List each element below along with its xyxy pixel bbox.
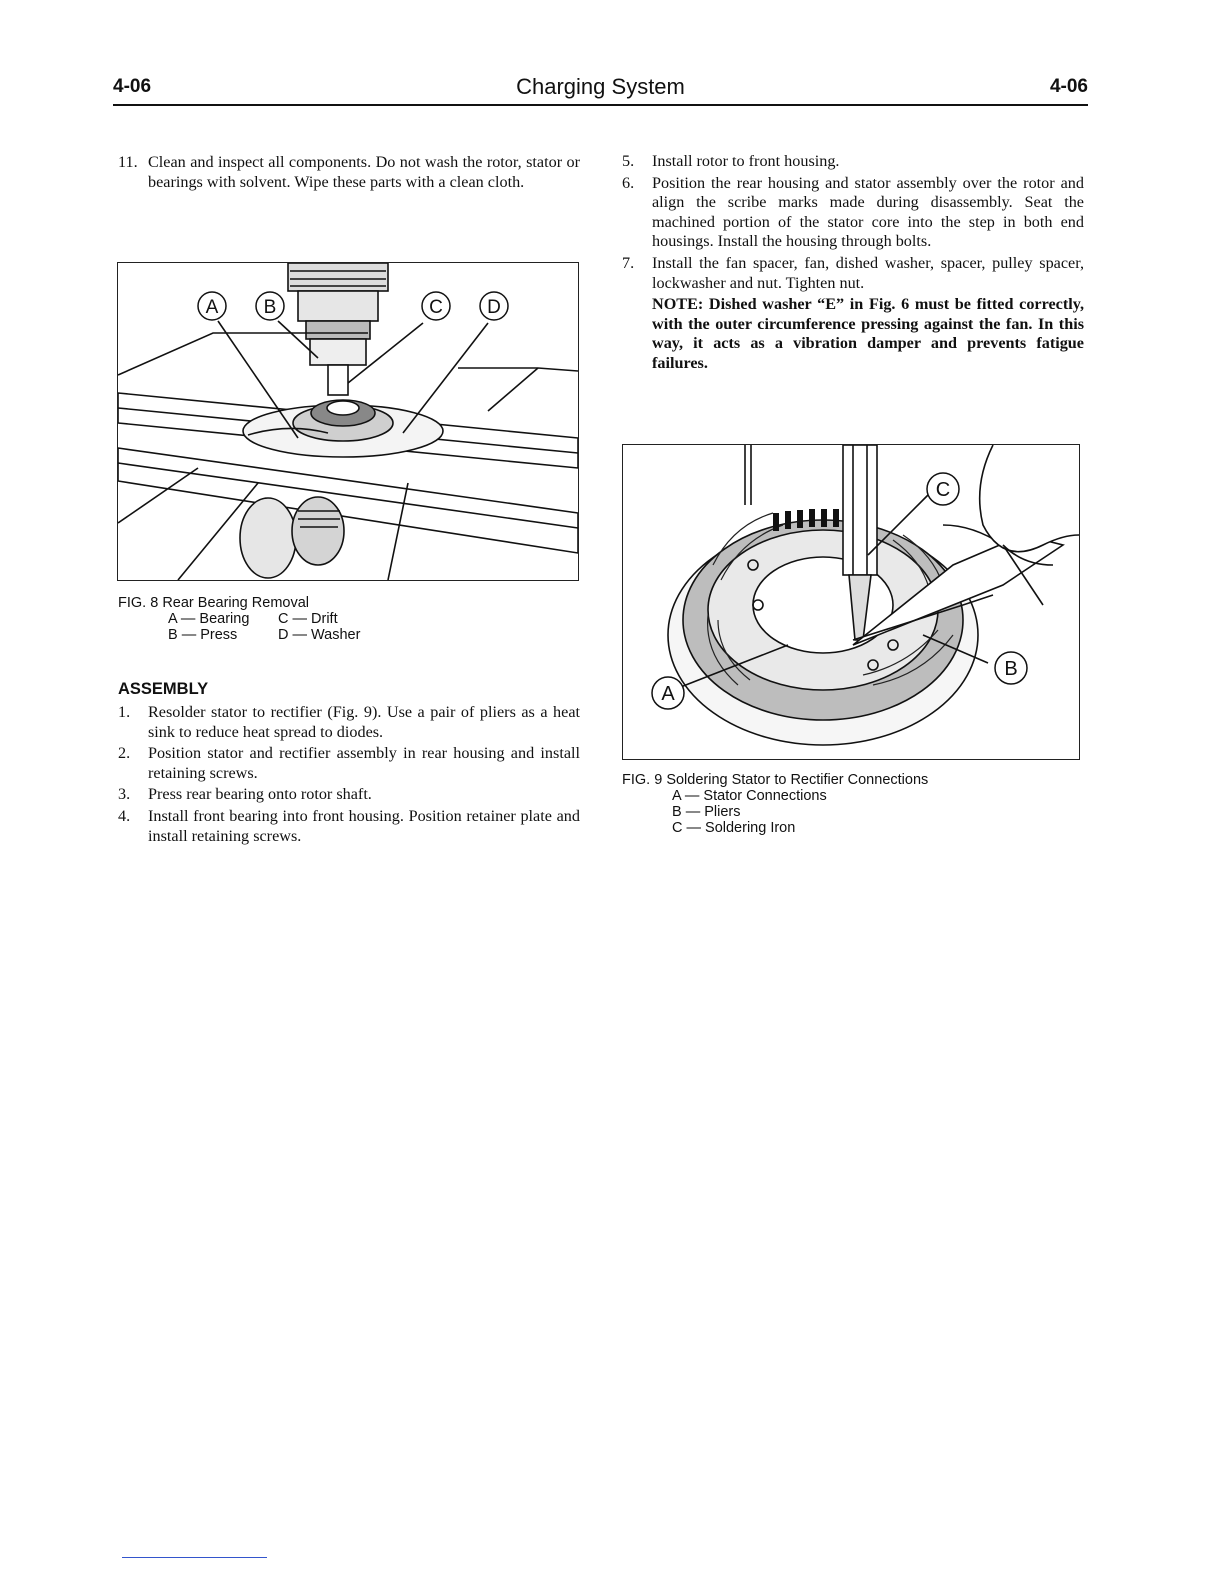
fig9-legend-b: B — Pliers xyxy=(672,804,741,820)
page-number-left: 4-06 xyxy=(113,76,152,97)
fig8-label-a: A xyxy=(205,297,219,318)
fig8-label-b: B xyxy=(263,297,277,318)
fig9-drawing xyxy=(623,445,1079,759)
step-number: 5. xyxy=(622,152,635,170)
fig8-label-c: C xyxy=(429,297,443,318)
page-header xyxy=(113,74,1088,104)
step-text: Install rotor to front housing. xyxy=(652,152,840,170)
step-number: 4. xyxy=(118,806,131,825)
step-text: Position the rear housing and stator assembly over the rotor and align the scribe marks made during disassembly. Seat the machined portion of the stator core into the step in both end housings. Install the housing through bolts. xyxy=(652,173,1084,251)
step-text: Position stator and rectifier assembly in rear housing and install retaining screws. xyxy=(148,744,580,782)
header-rule xyxy=(113,104,1088,106)
assembly-steps xyxy=(118,703,580,848)
fig9-label-b: B xyxy=(1004,658,1018,680)
fig8-legend-b: B — Press xyxy=(168,627,238,643)
fig9-legend-a: A — Stator Connections xyxy=(672,788,827,804)
fig8-illustration xyxy=(117,262,579,581)
section-title: Charging System xyxy=(516,74,685,99)
step-text: Install front bearing into front housing. Position retainer plate and install retaining screws. xyxy=(148,806,580,845)
step-text: Clean and inspect all components. Do not wash the rotor, stator or bearings with solvent. Wipe these parts with a clean cloth. xyxy=(148,153,580,191)
step-number: 2. xyxy=(118,744,131,763)
page-number-right: 4-06 xyxy=(1049,76,1088,97)
step-number: 7. xyxy=(622,253,635,272)
step-7 xyxy=(622,254,1084,293)
fig9-caption-title: FIG. 9 Soldering Stator to Rectifier Connections xyxy=(622,772,929,788)
assembly-step-4 xyxy=(118,807,580,846)
fig8-legend-c: C — Drift xyxy=(278,611,338,627)
fig8-label-d: D xyxy=(487,297,501,318)
step-text: Resolder stator to rectifier (Fig. 9). Use a pair of pliers as a heat sink to reduce heat spread to diodes. xyxy=(148,703,580,741)
step-text: Install the fan spacer, fan, dished washer, spacer, pulley spacer, lockwasher and nut. Tighten nut. xyxy=(652,253,1084,292)
step-number: 3. xyxy=(118,785,131,804)
fig9-caption xyxy=(622,772,1082,836)
fig9-label-a: A xyxy=(661,683,675,705)
step-number: 1. xyxy=(118,703,131,721)
fig8-legend-row xyxy=(118,627,578,643)
fig8-drawing xyxy=(118,263,578,580)
footnote-rule xyxy=(122,1557,267,1558)
fig8-caption xyxy=(118,595,578,643)
step-text: Press rear bearing onto rotor shaft. xyxy=(148,785,372,804)
assembly-step-1 xyxy=(118,703,580,742)
step-5 xyxy=(622,152,1084,172)
fig9-label-c: C xyxy=(935,479,951,501)
note-text: NOTE: Dished washer “E” in Fig. 6 must be fitted correctly, with the outer circumference pressing against the fan. In this way, it acts as a vibration damper and prevents fatigue failures. xyxy=(652,295,1084,372)
assembly-step-2 xyxy=(118,744,580,783)
left-steps xyxy=(118,153,580,194)
step-number: 11. xyxy=(118,153,138,171)
fig8-legend-row xyxy=(118,611,578,627)
fig9-legend-c: C — Soldering Iron xyxy=(672,820,796,836)
fig8-caption-title: FIG. 8 Rear Bearing Removal xyxy=(118,595,309,611)
fig8-legend-d: D — Washer xyxy=(278,627,361,643)
fig9-illustration xyxy=(622,444,1080,760)
right-steps xyxy=(622,152,1084,374)
step-11 xyxy=(118,153,580,192)
assembly-heading: ASSEMBLY xyxy=(118,680,209,698)
step-number: 6. xyxy=(622,173,635,192)
assembly-step-3 xyxy=(118,785,580,805)
fig8-legend-a: A — Bearing xyxy=(168,611,250,627)
step-6 xyxy=(622,174,1084,252)
